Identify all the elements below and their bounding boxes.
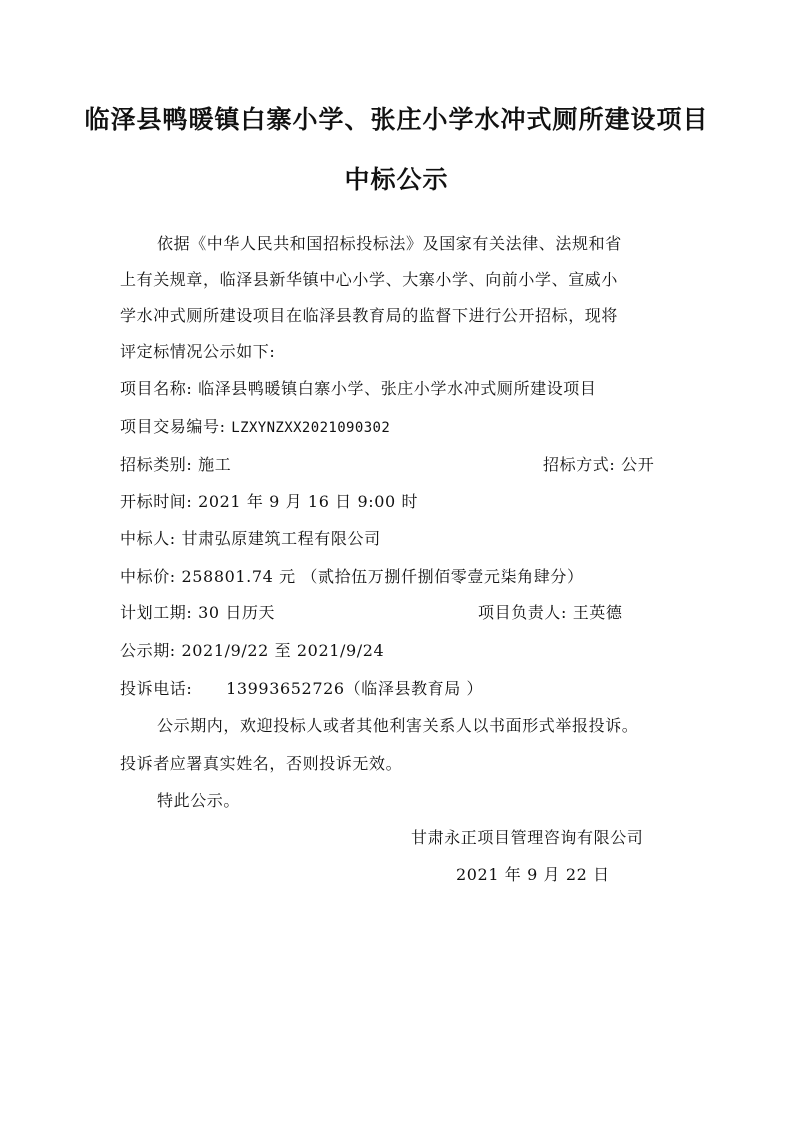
intro-line-4: 评定标情况公示如下: — [120, 342, 276, 361]
duration-value: 30 日历天 — [198, 603, 276, 622]
trade-no-row — [120, 417, 390, 438]
closing-text: 特此公示。 — [157, 791, 241, 810]
intro-line-1: 依据《中华人民共和国招标投标法》及国家有关法律、法规和省 — [157, 234, 622, 253]
price-value: 258801.74 元 （贰拾伍万捌仟捌佰零壹元柒角肆分） — [181, 567, 584, 586]
bid-category-row — [120, 455, 231, 475]
document-title-line1: 临泽县鸭暖镇白寨小学、张庄小学水冲式厕所建设项目 — [84, 105, 709, 134]
bid-category-label: 招标类别: — [120, 455, 193, 474]
open-time-row — [120, 492, 418, 512]
project-name-row — [120, 379, 597, 399]
winner-label: 中标人: — [120, 529, 176, 548]
document-title-line2: 中标公示 — [344, 165, 449, 194]
complaint-org: （临泽县教育局 ） — [344, 679, 484, 698]
trade-no-value: LZXYNZXX2021090302 — [231, 420, 391, 436]
complaint-row — [120, 679, 483, 699]
complaint-phone: 13993652726 — [226, 679, 345, 698]
manager-value: 王英德 — [572, 603, 623, 622]
open-time-value: 2021 年 9 月 16 日 9:00 时 — [198, 492, 419, 511]
project-name-label: 项目名称: — [120, 379, 193, 398]
price-label: 中标价: — [120, 567, 176, 586]
publicity-value: 2021/9/22 至 2021/9/24 — [181, 641, 385, 660]
price-row — [120, 567, 584, 587]
bid-method-row — [543, 455, 654, 475]
trade-no-label: 项目交易编号: — [120, 417, 226, 436]
complaint-label: 投诉电话: — [120, 679, 193, 698]
intro-line-3: 学水冲式厕所建设项目在临泽县教育局的监督下进行公开招标，现将 — [120, 306, 619, 325]
duration-row — [120, 603, 275, 623]
open-time-label: 开标时间: — [120, 492, 193, 511]
notice-line-2: 投诉者应署真实姓名，否则投诉无效。 — [120, 754, 403, 773]
manager-label: 项目负责人: — [478, 603, 567, 622]
notice-line-1: 公示期内，欢迎投标人或者其他利害关系人以书面形式举报投诉。 — [157, 716, 639, 735]
bid-category-value: 施工 — [198, 455, 232, 474]
winner-value: 甘肃弘原建筑工程有限公司 — [181, 529, 381, 548]
bid-method-value: 公开 — [621, 455, 655, 474]
publicity-row — [120, 641, 384, 661]
signature-company: 甘肃永正项目管理咨询有限公司 — [411, 828, 644, 847]
project-name-value: 临泽县鸭暖镇白寨小学、张庄小学水冲式厕所建设项目 — [198, 379, 597, 398]
publicity-label: 公示期: — [120, 641, 176, 660]
manager-row — [478, 603, 623, 623]
duration-label: 计划工期: — [120, 603, 193, 622]
signature-date: 2021 年 9 月 22 日 — [456, 865, 610, 884]
intro-line-2: 上有关规章，临泽县新华镇中心小学、大寨小学、向前小学、宣威小 — [120, 270, 619, 289]
winner-row — [120, 529, 381, 549]
bid-method-label: 招标方式: — [543, 455, 616, 474]
